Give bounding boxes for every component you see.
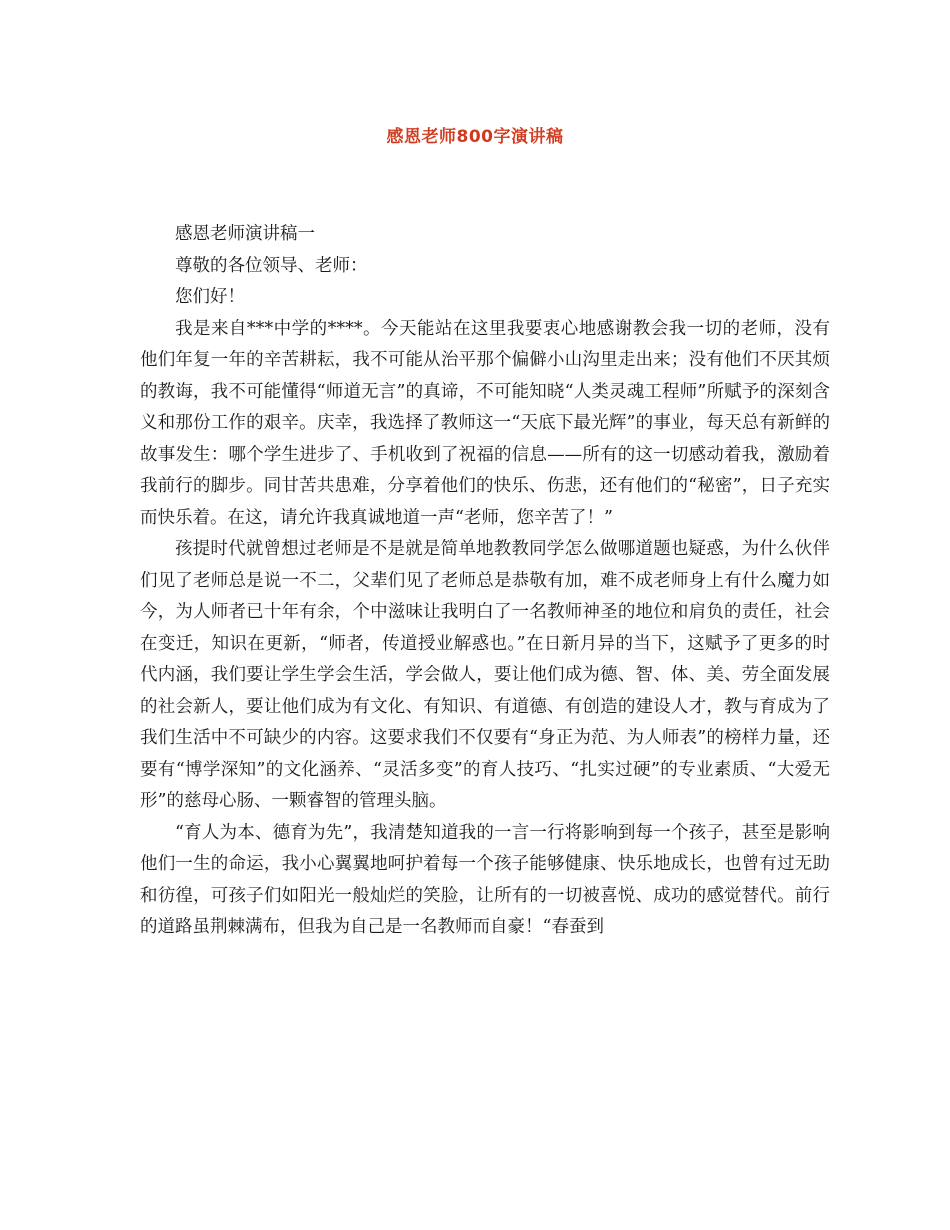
salutation: 尊敬的各位领导、老师： — [175, 255, 368, 276]
body-paragraph: “育人为本、德育为先”，我清楚知道我的一言一行将影响到每一个孩子，甚至是影响他们一生的命运，我小心翼翼地呵护着每一个孩子能够健康、快乐地成长，也曾有过无助和彷徨，可孩子们如阳光一般灿烂的笑脸，让所有的一切被喜悦、成功的感觉替代。前行的道路虽荆棘满布，但我为自己是一名教师而自豪！“春蚕到 — [140, 822, 830, 937]
section-heading: 感恩老师演讲稿一 — [175, 224, 315, 244]
body-paragraph: 孩提时代就曾想过老师是不是就是简单地教教同学怎么做哪道题也疑惑，为什么伙伴们见了老师总是说一不二，父辈们见了老师总是恭敬有加，难不成老师身上有什么魔力如今，为人师者已十年有余，个中滋味让我明白了一名教师神圣的地位和肩负的责任，社会在变迁，知识在更新，“师者，传道授业解惑也。”在日新月异的当下，这赋予了更多的时代内涵，我们要让学生学会生活，学会做人，要让他们成为德、智、体、美、劳全面发展的社会新人，要让他们成为有文化、有知识、有道德、有创造的建设人才，教与育成为了我们生活中不可缺少的内容。这要求我们不仅要有“身正为范、为人师表”的榜样力量，还要有“博学深知”的文化涵养、“灵活多变”的育人技巧、“扎实过硬”的专业素质、“大爱无形”的慈母心肠、一颗睿智的管理头脑。 — [140, 539, 830, 811]
body-paragraph: 我是来自***中学的****。今天能站在这里我要衷心地感谢教会我一切的老师，没有他们年复一年的辛苦耕耘，我不可能从治平那个偏僻小山沟里走出来；没有他们不厌其烦的教诲，我不可能懂得“师道无言”的真谛，不可能知晓“人类灵魂工程师”所赋予的深刻含义和那份工作的艰辛。庆幸，我选择了教师这一“天底下最光辉”的事业，每天总有新鲜的故事发生：哪个学生进步了、手机收到了祝福的信息——所有的这一切感动着我，激励着我前行的脚步。同甘苦共患难，分享着他们的快乐、伤悲，还有他们的“秘密”，日子充实而快乐着。在这，请允许我真诚地道一声“老师，您辛苦了！” — [140, 318, 830, 528]
document-body — [140, 219, 830, 944]
greeting: 您们好！ — [175, 287, 245, 307]
document-title: 感恩老师800字演讲稿 — [386, 127, 564, 147]
